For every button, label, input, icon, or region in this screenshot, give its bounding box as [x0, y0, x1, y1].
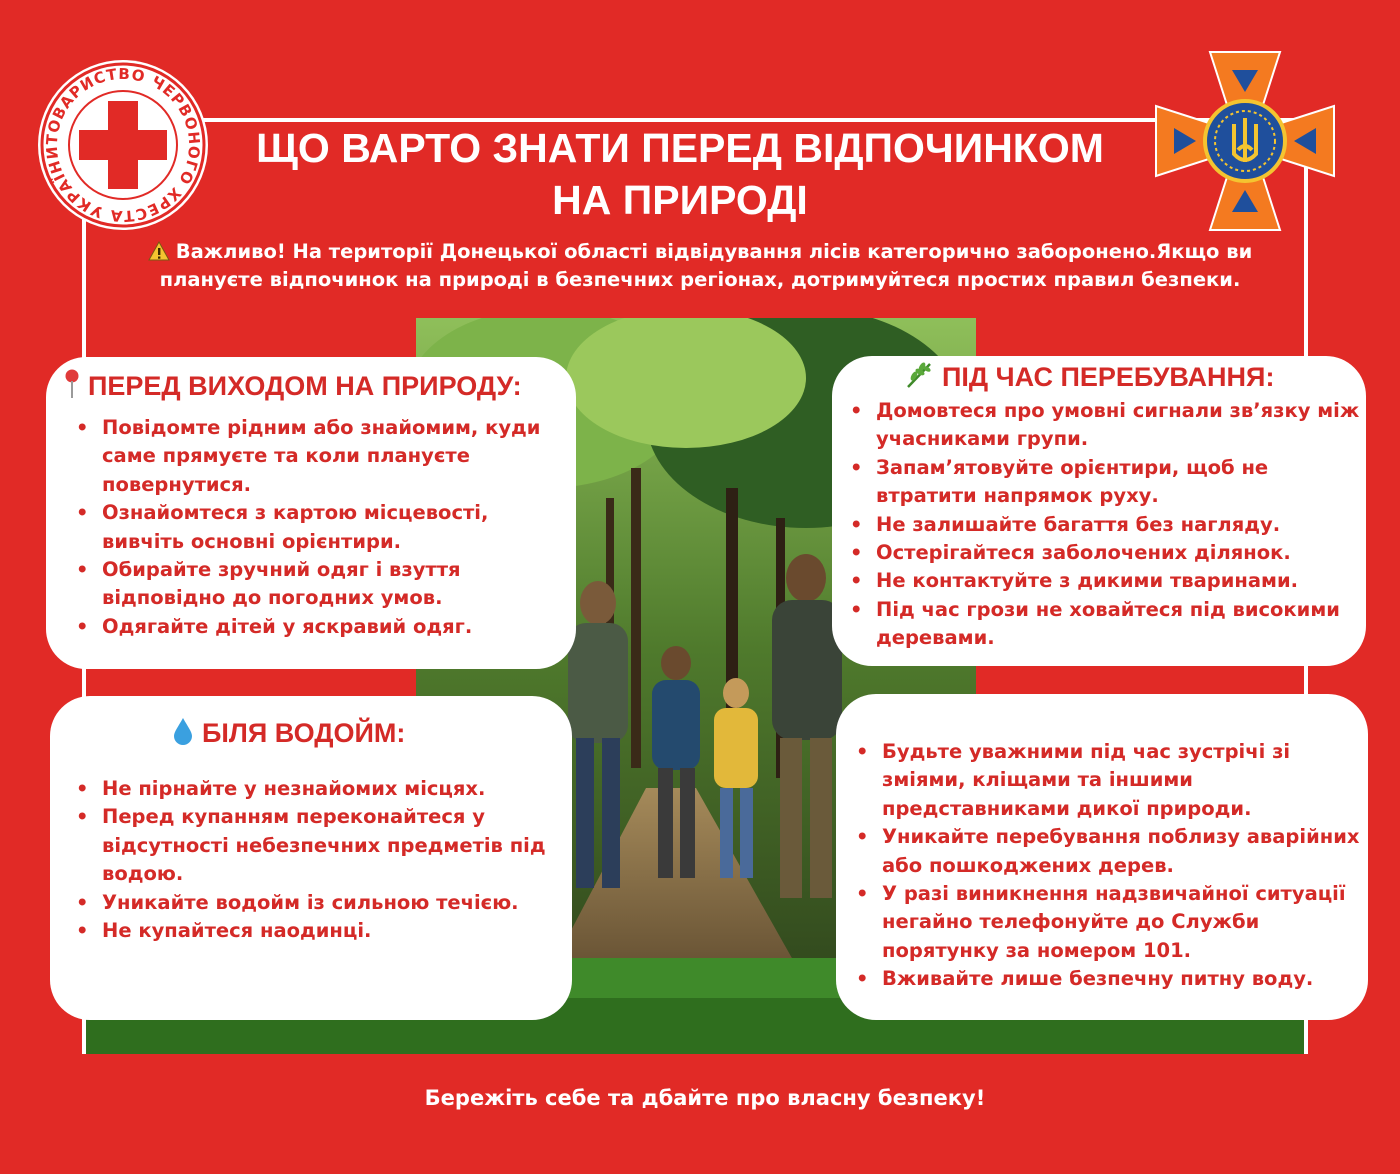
card-before-trip [46, 357, 576, 669]
card-wildlife-safety [836, 694, 1368, 1020]
card-heading: ПЕРЕД ВИХОДОМ НА ПРИРОДУ: [64, 369, 576, 402]
list-item: • У разі виникнення надзвичайної ситуації негайно телефонуйте до Служби порятунку за номером 101. [844, 880, 1368, 965]
sesu-emblem-icon [1154, 50, 1336, 232]
notice-text: Важливо! На території Донецької області відвідування лісів категорично заборонено.Якщо ви плануєте відпочинок на природі в безпечних регіонах, дотримуйтеся простих правил безпеки. [159, 240, 1253, 291]
list-item: • Не пірнайте у незнайомих місцях. [64, 775, 572, 803]
footer-slogan: Бережіть себе та дбайте про власну безпеку! [424, 1086, 986, 1110]
pin-icon [64, 369, 80, 399]
list-item: • Уникайте водойм із сильною течією. [64, 889, 572, 917]
list-item: • Домовтеся про умовні сигнали зв’язку між учасниками групи. [838, 397, 1366, 454]
card-heading: ПІД ЧАС ПЕРЕБУВАННЯ: [838, 360, 1366, 393]
card-near-water [50, 696, 572, 1020]
list-item: • Перед купанням переконайтеся у відсутності небезпечних предметів під водою. [64, 803, 572, 888]
title-line-2: НА ПРИРОДІ [552, 177, 808, 223]
tips-list [838, 397, 1366, 653]
list-item: • Обирайте зручний одяг і взуття відповідно до погодних умов. [64, 556, 576, 613]
tips-list [64, 414, 576, 641]
title-line-1: ЩО ВАРТО ЗНАТИ ПЕРЕД ВІДПОЧИНКОМ [256, 125, 1104, 171]
list-item: • Не контактуйте з дикими тваринами. [838, 567, 1366, 595]
list-item: • Одягайте дітей у яскравий одяг. [64, 613, 576, 641]
list-item: • Ознайомтеся з картою місцевості, вивчіть основні орієнтири. [64, 499, 576, 556]
herb-icon [904, 360, 934, 390]
list-item: • Не залишайте багаття без нагляду. [838, 511, 1366, 539]
list-item: • Під час грози не ховайтеся під високими деревами. [838, 596, 1366, 653]
list-item: • Не купайтеся наодинці. [64, 917, 572, 945]
list-item: • Запам’ятовуйте орієнтири, щоб не втратити напрямок руху. [838, 454, 1366, 511]
ring-text: ТОВАРИСТВО ЧЕРВОНОГО ХРЕСТА УКРАЇНИ [42, 64, 204, 226]
warning-icon [148, 241, 170, 261]
list-item: • Остерігайтеся заболочених ділянок. [838, 539, 1366, 567]
card-during-stay [832, 356, 1366, 666]
page-title [200, 122, 1160, 226]
droplet-icon [172, 716, 194, 746]
list-item: • Повідомте рідним або знайомим, куди саме прямуєте та коли плануєте повернутися. [64, 414, 576, 499]
list-item: • Уникайте перебування поблизу аварійних або пошкоджених дерев. [844, 823, 1368, 880]
tips-list [844, 738, 1368, 994]
red-cross-society-logo [36, 58, 210, 232]
warning-notice [100, 238, 1300, 294]
list-item: • Будьте уважними під час зустрічі зі зміями, кліщами та іншими представниками дикої природи. [844, 738, 1368, 823]
list-item: • Вживайте лише безпечну питну воду. [844, 965, 1368, 993]
tips-list [64, 775, 572, 945]
card-heading: БІЛЯ ВОДОЙМ: [64, 716, 572, 749]
